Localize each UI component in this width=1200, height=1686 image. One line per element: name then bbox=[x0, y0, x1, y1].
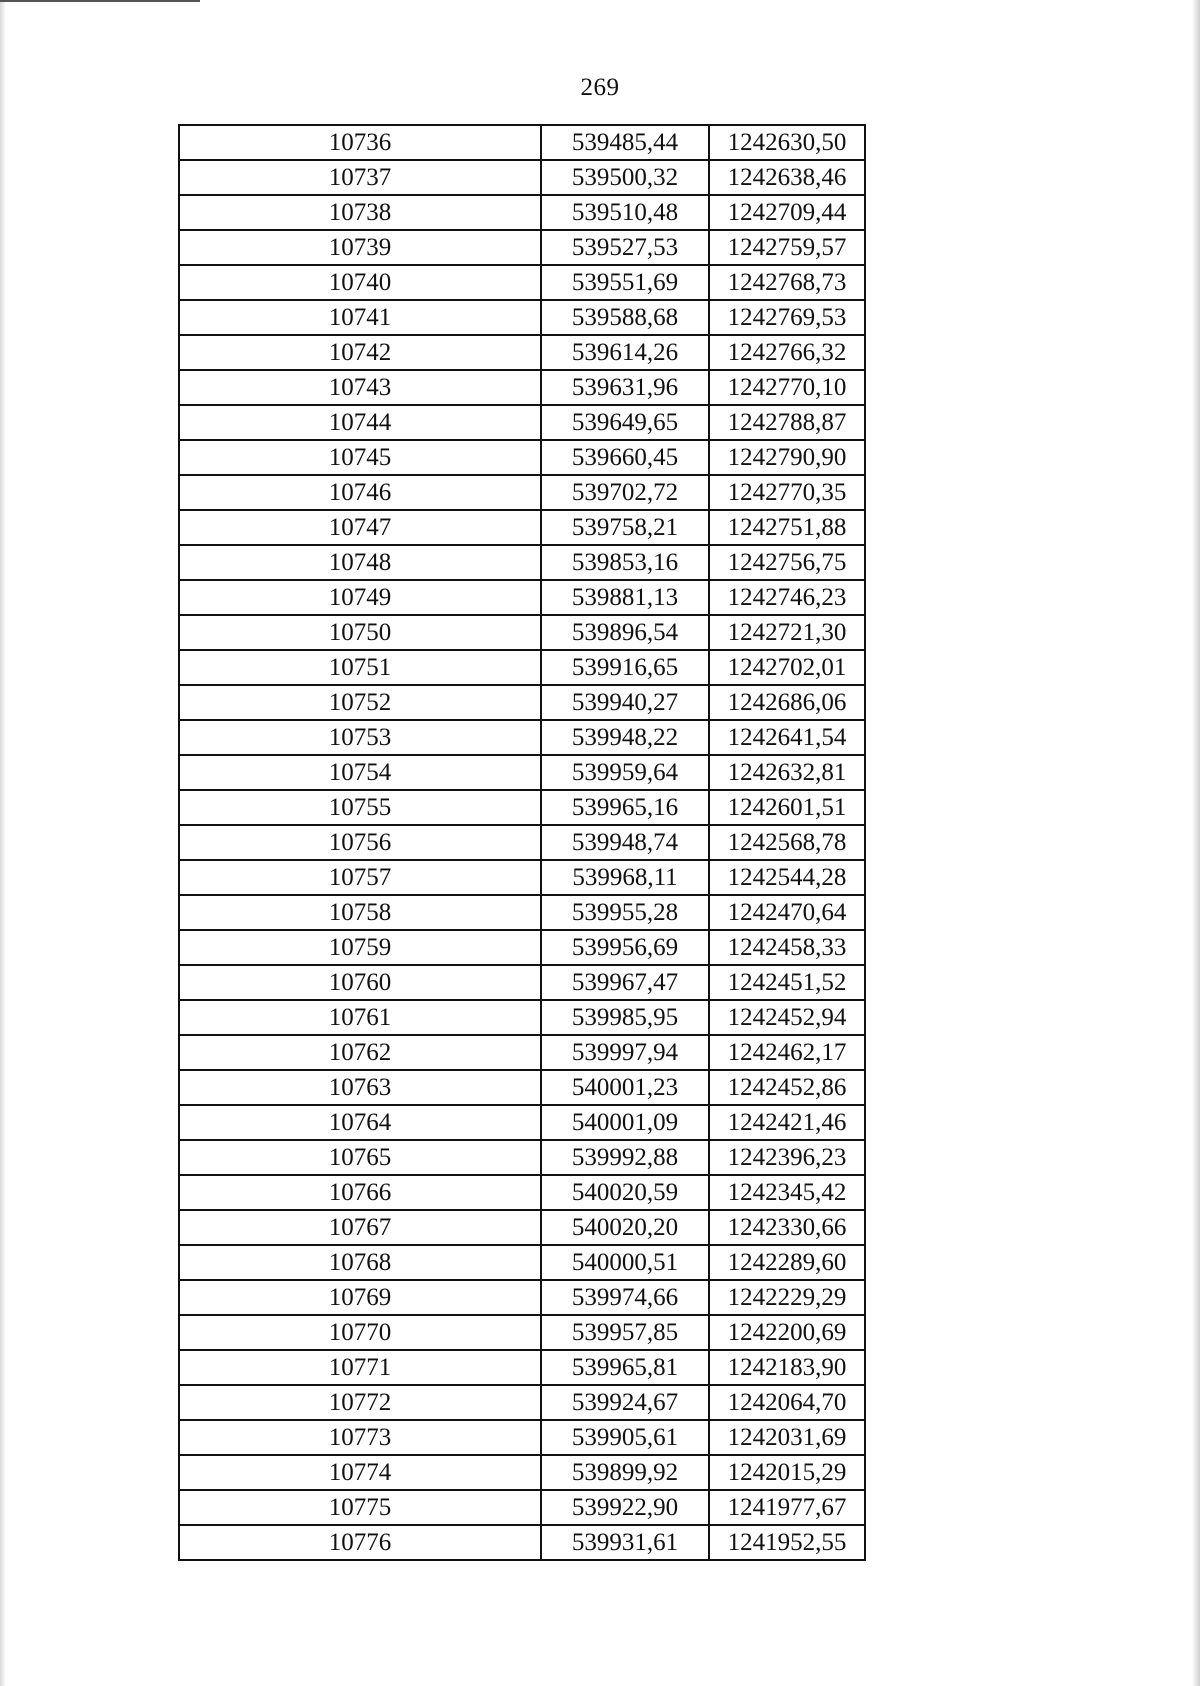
x-coordinate-cell: 539500,32 bbox=[541, 160, 709, 195]
x-coordinate-cell: 540001,23 bbox=[541, 1070, 709, 1105]
table-row bbox=[179, 1210, 865, 1245]
x-coordinate-cell: 539965,81 bbox=[541, 1350, 709, 1385]
table-row bbox=[179, 265, 865, 300]
point-number-cell: 10764 bbox=[179, 1105, 541, 1140]
table-row bbox=[179, 195, 865, 230]
point-number-cell: 10749 bbox=[179, 580, 541, 615]
x-coordinate-cell: 539853,16 bbox=[541, 545, 709, 580]
y-coordinate-cell: 1242452,86 bbox=[709, 1070, 865, 1105]
x-coordinate-cell: 539905,61 bbox=[541, 1420, 709, 1455]
table-row bbox=[179, 475, 865, 510]
table-row bbox=[179, 230, 865, 265]
x-coordinate-cell: 539631,96 bbox=[541, 370, 709, 405]
table-row bbox=[179, 650, 865, 685]
point-number-cell: 10737 bbox=[179, 160, 541, 195]
x-coordinate-cell: 539940,27 bbox=[541, 685, 709, 720]
table-row bbox=[179, 1525, 865, 1560]
y-coordinate-cell: 1242330,66 bbox=[709, 1210, 865, 1245]
point-number-cell: 10765 bbox=[179, 1140, 541, 1175]
point-number-cell: 10746 bbox=[179, 475, 541, 510]
x-coordinate-cell: 540020,59 bbox=[541, 1175, 709, 1210]
y-coordinate-cell: 1242229,29 bbox=[709, 1280, 865, 1315]
x-coordinate-cell: 539881,13 bbox=[541, 580, 709, 615]
point-number-cell: 10773 bbox=[179, 1420, 541, 1455]
y-coordinate-cell: 1242759,57 bbox=[709, 230, 865, 265]
y-coordinate-cell: 1242015,29 bbox=[709, 1455, 865, 1490]
x-coordinate-cell: 539899,92 bbox=[541, 1455, 709, 1490]
table-row bbox=[179, 545, 865, 580]
point-number-cell: 10755 bbox=[179, 790, 541, 825]
point-number-cell: 10762 bbox=[179, 1035, 541, 1070]
point-number-cell: 10775 bbox=[179, 1490, 541, 1525]
table-row bbox=[179, 1035, 865, 1070]
point-number-cell: 10770 bbox=[179, 1315, 541, 1350]
point-number-cell: 10761 bbox=[179, 1000, 541, 1035]
x-coordinate-cell: 539649,65 bbox=[541, 405, 709, 440]
y-coordinate-cell: 1242709,44 bbox=[709, 195, 865, 230]
x-coordinate-cell: 539551,69 bbox=[541, 265, 709, 300]
y-coordinate-cell: 1242470,64 bbox=[709, 895, 865, 930]
table-row bbox=[179, 1315, 865, 1350]
x-coordinate-cell: 539948,22 bbox=[541, 720, 709, 755]
table-row bbox=[179, 1420, 865, 1455]
point-number-cell: 10771 bbox=[179, 1350, 541, 1385]
x-coordinate-cell: 539997,94 bbox=[541, 1035, 709, 1070]
x-coordinate-cell: 539974,66 bbox=[541, 1280, 709, 1315]
point-number-cell: 10759 bbox=[179, 930, 541, 965]
y-coordinate-cell: 1242345,42 bbox=[709, 1175, 865, 1210]
x-coordinate-cell: 539485,44 bbox=[541, 125, 709, 160]
y-coordinate-cell: 1242638,46 bbox=[709, 160, 865, 195]
point-number-cell: 10772 bbox=[179, 1385, 541, 1420]
table-row bbox=[179, 860, 865, 895]
y-coordinate-cell: 1241952,55 bbox=[709, 1525, 865, 1560]
point-number-cell: 10768 bbox=[179, 1245, 541, 1280]
point-number-cell: 10751 bbox=[179, 650, 541, 685]
point-number-cell: 10744 bbox=[179, 405, 541, 440]
y-coordinate-cell: 1242641,54 bbox=[709, 720, 865, 755]
scan-edge-left bbox=[0, 0, 6, 1686]
point-number-cell: 10756 bbox=[179, 825, 541, 860]
x-coordinate-cell: 539588,68 bbox=[541, 300, 709, 335]
x-coordinate-cell: 539968,11 bbox=[541, 860, 709, 895]
table-row bbox=[179, 125, 865, 160]
point-number-cell: 10776 bbox=[179, 1525, 541, 1560]
y-coordinate-cell: 1242770,10 bbox=[709, 370, 865, 405]
y-coordinate-cell: 1242686,06 bbox=[709, 685, 865, 720]
table-row bbox=[179, 370, 865, 405]
y-coordinate-cell: 1242702,01 bbox=[709, 650, 865, 685]
table-row bbox=[179, 755, 865, 790]
page-number: 269 bbox=[580, 74, 620, 101]
x-coordinate-cell: 539985,95 bbox=[541, 1000, 709, 1035]
table-row bbox=[179, 1455, 865, 1490]
point-number-cell: 10774 bbox=[179, 1455, 541, 1490]
y-coordinate-cell: 1242451,52 bbox=[709, 965, 865, 1000]
y-coordinate-cell: 1242064,70 bbox=[709, 1385, 865, 1420]
coordinates-table-body bbox=[179, 125, 865, 1560]
table-row bbox=[179, 160, 865, 195]
x-coordinate-cell: 539896,54 bbox=[541, 615, 709, 650]
point-number-cell: 10754 bbox=[179, 755, 541, 790]
point-number-cell: 10743 bbox=[179, 370, 541, 405]
table-row bbox=[179, 965, 865, 1000]
point-number-cell: 10760 bbox=[179, 965, 541, 1000]
point-number-cell: 10747 bbox=[179, 510, 541, 545]
y-coordinate-cell: 1242183,90 bbox=[709, 1350, 865, 1385]
point-number-cell: 10750 bbox=[179, 615, 541, 650]
y-coordinate-cell: 1242768,73 bbox=[709, 265, 865, 300]
scan-top-line bbox=[0, 0, 200, 2]
point-number-cell: 10752 bbox=[179, 685, 541, 720]
point-number-cell: 10763 bbox=[179, 1070, 541, 1105]
table-row bbox=[179, 685, 865, 720]
y-coordinate-cell: 1242421,46 bbox=[709, 1105, 865, 1140]
x-coordinate-cell: 540000,51 bbox=[541, 1245, 709, 1280]
table-row bbox=[179, 1280, 865, 1315]
y-coordinate-cell: 1242769,53 bbox=[709, 300, 865, 335]
point-number-cell: 10741 bbox=[179, 300, 541, 335]
x-coordinate-cell: 539922,90 bbox=[541, 1490, 709, 1525]
table-row bbox=[179, 790, 865, 825]
y-coordinate-cell: 1242746,23 bbox=[709, 580, 865, 615]
table-row bbox=[179, 1490, 865, 1525]
x-coordinate-cell: 539924,67 bbox=[541, 1385, 709, 1420]
y-coordinate-cell: 1242766,32 bbox=[709, 335, 865, 370]
table-row bbox=[179, 1140, 865, 1175]
table-row bbox=[179, 440, 865, 475]
point-number-cell: 10757 bbox=[179, 860, 541, 895]
point-number-cell: 10736 bbox=[179, 125, 541, 160]
y-coordinate-cell: 1242788,87 bbox=[709, 405, 865, 440]
table-row bbox=[179, 300, 865, 335]
x-coordinate-cell: 539916,65 bbox=[541, 650, 709, 685]
table-row bbox=[179, 1245, 865, 1280]
y-coordinate-cell: 1242462,17 bbox=[709, 1035, 865, 1070]
x-coordinate-cell: 540001,09 bbox=[541, 1105, 709, 1140]
scan-edge-right bbox=[1192, 0, 1200, 1686]
table-row bbox=[179, 825, 865, 860]
point-number-cell: 10738 bbox=[179, 195, 541, 230]
table-row bbox=[179, 615, 865, 650]
point-number-cell: 10758 bbox=[179, 895, 541, 930]
x-coordinate-cell: 539967,47 bbox=[541, 965, 709, 1000]
table-row bbox=[179, 895, 865, 930]
y-coordinate-cell: 1242630,50 bbox=[709, 125, 865, 160]
x-coordinate-cell: 539614,26 bbox=[541, 335, 709, 370]
y-coordinate-cell: 1241977,67 bbox=[709, 1490, 865, 1525]
y-coordinate-cell: 1242770,35 bbox=[709, 475, 865, 510]
table-row bbox=[179, 580, 865, 615]
table-row bbox=[179, 1105, 865, 1140]
point-number-cell: 10753 bbox=[179, 720, 541, 755]
y-coordinate-cell: 1242756,75 bbox=[709, 545, 865, 580]
table-row bbox=[179, 405, 865, 440]
point-number-cell: 10739 bbox=[179, 230, 541, 265]
point-number-cell: 10766 bbox=[179, 1175, 541, 1210]
x-coordinate-cell: 539758,21 bbox=[541, 510, 709, 545]
y-coordinate-cell: 1242568,78 bbox=[709, 825, 865, 860]
x-coordinate-cell: 539959,64 bbox=[541, 755, 709, 790]
table-row bbox=[179, 1350, 865, 1385]
x-coordinate-cell: 539956,69 bbox=[541, 930, 709, 965]
point-number-cell: 10748 bbox=[179, 545, 541, 580]
x-coordinate-cell: 539931,61 bbox=[541, 1525, 709, 1560]
y-coordinate-cell: 1242601,51 bbox=[709, 790, 865, 825]
x-coordinate-cell: 539527,53 bbox=[541, 230, 709, 265]
y-coordinate-cell: 1242396,23 bbox=[709, 1140, 865, 1175]
table-row bbox=[179, 510, 865, 545]
x-coordinate-cell: 540020,20 bbox=[541, 1210, 709, 1245]
point-number-cell: 10742 bbox=[179, 335, 541, 370]
table-row bbox=[179, 335, 865, 370]
x-coordinate-cell: 539510,48 bbox=[541, 195, 709, 230]
x-coordinate-cell: 539957,85 bbox=[541, 1315, 709, 1350]
y-coordinate-cell: 1242790,90 bbox=[709, 440, 865, 475]
y-coordinate-cell: 1242200,69 bbox=[709, 1315, 865, 1350]
table-row bbox=[179, 1070, 865, 1105]
y-coordinate-cell: 1242632,81 bbox=[709, 755, 865, 790]
y-coordinate-cell: 1242452,94 bbox=[709, 1000, 865, 1035]
y-coordinate-cell: 1242751,88 bbox=[709, 510, 865, 545]
y-coordinate-cell: 1242544,28 bbox=[709, 860, 865, 895]
point-number-cell: 10745 bbox=[179, 440, 541, 475]
y-coordinate-cell: 1242458,33 bbox=[709, 930, 865, 965]
x-coordinate-cell: 539965,16 bbox=[541, 790, 709, 825]
point-number-cell: 10740 bbox=[179, 265, 541, 300]
y-coordinate-cell: 1242721,30 bbox=[709, 615, 865, 650]
table-row bbox=[179, 720, 865, 755]
coordinates-table bbox=[178, 124, 866, 1561]
x-coordinate-cell: 539948,74 bbox=[541, 825, 709, 860]
point-number-cell: 10767 bbox=[179, 1210, 541, 1245]
table-row bbox=[179, 930, 865, 965]
y-coordinate-cell: 1242031,69 bbox=[709, 1420, 865, 1455]
table-row bbox=[179, 1385, 865, 1420]
x-coordinate-cell: 539702,72 bbox=[541, 475, 709, 510]
y-coordinate-cell: 1242289,60 bbox=[709, 1245, 865, 1280]
x-coordinate-cell: 539992,88 bbox=[541, 1140, 709, 1175]
point-number-cell: 10769 bbox=[179, 1280, 541, 1315]
x-coordinate-cell: 539660,45 bbox=[541, 440, 709, 475]
x-coordinate-cell: 539955,28 bbox=[541, 895, 709, 930]
table-row bbox=[179, 1000, 865, 1035]
table-row bbox=[179, 1175, 865, 1210]
